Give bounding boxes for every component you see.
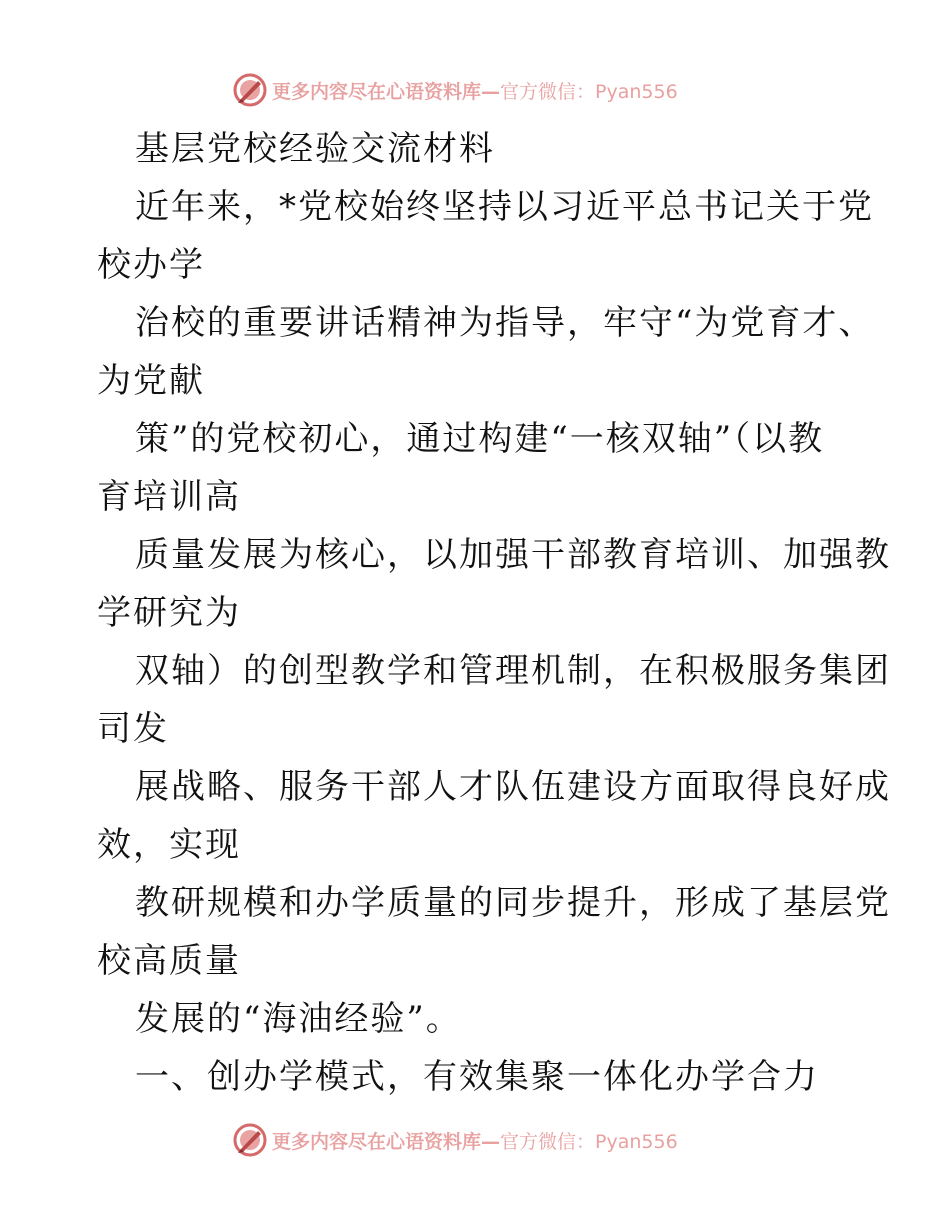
paragraph-line: 校办学 bbox=[97, 245, 205, 285]
watermark-text: 更多内容尽在心语资料库—官方微信：Pyan556 bbox=[272, 1130, 678, 1153]
quill-pen-seal-icon bbox=[232, 1122, 268, 1158]
paragraph-line: 司发 bbox=[97, 709, 169, 749]
paragraph-line: 双轴）的创型教学和管理机制，在积极服务集团 bbox=[135, 651, 891, 691]
quill-pen-seal-icon bbox=[232, 72, 268, 108]
paragraph-line: 育培训高 bbox=[97, 477, 241, 517]
document-title: 基层党校经验交流材料 bbox=[135, 129, 495, 169]
section-heading: 一、创办学模式，有效集聚一体化办学合力 bbox=[135, 1057, 819, 1097]
paragraph-line: 效，实现 bbox=[97, 825, 241, 865]
paragraph-line: 质量发展为核心，以加强干部教育培训、加强教 bbox=[135, 535, 891, 575]
header-watermark bbox=[232, 72, 678, 108]
paragraph-line: 教研规模和办学质量的同步提升，形成了基层党 bbox=[135, 883, 891, 923]
paragraph-line: 展战略、服务干部人才队伍建设方面取得良好成 bbox=[135, 767, 891, 807]
watermark-text: 更多内容尽在心语资料库—官方微信：Pyan556 bbox=[272, 80, 678, 103]
paragraph-line: 为党献 bbox=[97, 361, 205, 401]
paragraph-line: 策”的党校初心，通过构建“一核双轴”（以教 bbox=[135, 419, 825, 459]
paragraph-line: 治校的重要讲话精神为指导，牢守“为党育才、 bbox=[135, 303, 875, 343]
paragraph-line: 校高质量 bbox=[97, 941, 241, 981]
watermark-wechat: 官方微信：Pyan556 bbox=[500, 1130, 678, 1153]
footer-watermark bbox=[232, 1122, 678, 1158]
watermark-wechat: 官方微信：Pyan556 bbox=[500, 80, 678, 103]
paragraph-line: 近年来，*党校始终坚持以习近平总书记关于党 bbox=[135, 187, 874, 227]
paragraph-line: 发展的“海油经验”。 bbox=[135, 999, 462, 1039]
paragraph-line: 学研究为 bbox=[97, 593, 241, 633]
